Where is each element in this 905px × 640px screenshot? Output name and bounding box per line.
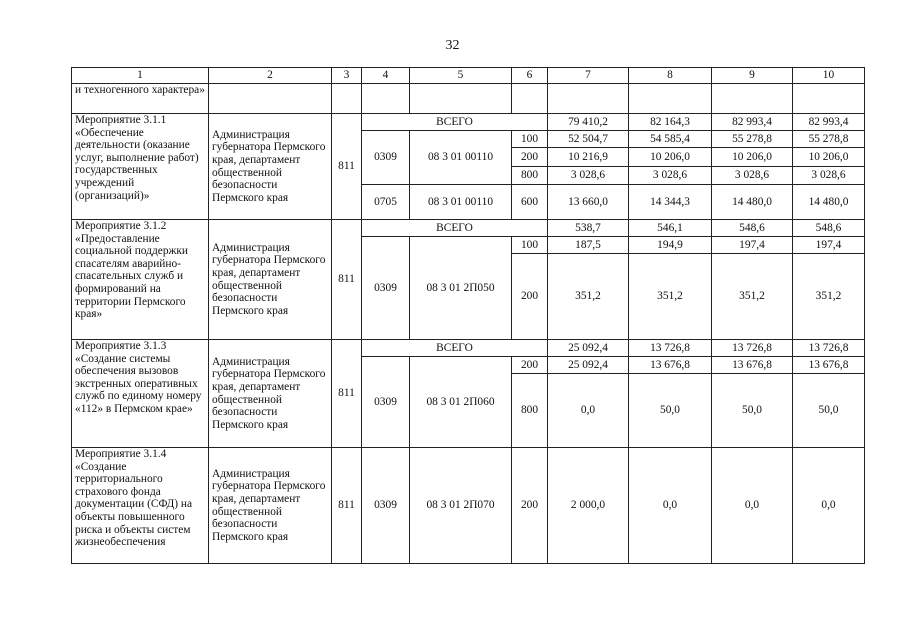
measure-name: Мероприятие 3.1.3 «Создание системы обеспечения вызовов экстренных оперативных служб по единому номеру «112» в Пермском крае» xyxy=(72,340,209,448)
grbs-code: 811 xyxy=(332,340,362,448)
grbs-code: 811 xyxy=(332,220,362,340)
total-value: 82 993,4 xyxy=(712,114,793,131)
col-header: 6 xyxy=(512,68,548,84)
value-cell: 13 676,8 xyxy=(712,357,793,374)
section-code: 0309 xyxy=(362,237,410,340)
value-cell: 3 028,6 xyxy=(548,167,629,185)
col-header: 4 xyxy=(362,68,410,84)
target-article: 08 3 01 2П070 xyxy=(410,448,512,564)
value-cell: 351,2 xyxy=(793,254,865,340)
section-code: 0309 xyxy=(362,357,410,448)
column-number-row xyxy=(72,68,865,84)
total-label: ВСЕГО xyxy=(362,340,548,357)
expense-type: 200 xyxy=(512,448,548,564)
expense-type: 800 xyxy=(512,374,548,448)
value-cell: 187,5 xyxy=(548,237,629,254)
expense-type: 600 xyxy=(512,185,548,220)
col-header: 7 xyxy=(548,68,629,84)
grbs-code: 811 xyxy=(332,114,362,220)
value-cell: 351,2 xyxy=(548,254,629,340)
executor: Администрация губернатора Пермского края, департамент общественной безопасности Пермского края xyxy=(209,220,332,340)
total-label: ВСЕГО xyxy=(362,114,548,131)
section-code: 0705 xyxy=(362,185,410,220)
grbs-code: 811 xyxy=(332,448,362,564)
expense-type: 800 xyxy=(512,167,548,185)
value-cell: 14 344,3 xyxy=(629,185,712,220)
value-cell: 351,2 xyxy=(712,254,793,340)
executor: Администрация губернатора Пермского края, департамент общественной безопасности Пермского края xyxy=(209,340,332,448)
total-value: 79 410,2 xyxy=(548,114,629,131)
value-cell: 13 676,8 xyxy=(793,357,865,374)
target-article: 08 3 01 00110 xyxy=(410,185,512,220)
total-value: 13 726,8 xyxy=(793,340,865,357)
expense-type: 200 xyxy=(512,148,548,167)
total-value: 25 092,4 xyxy=(548,340,629,357)
value-cell: 50,0 xyxy=(793,374,865,448)
value-cell: 10 206,0 xyxy=(629,148,712,167)
total-value: 546,1 xyxy=(629,220,712,237)
value-cell: 55 278,8 xyxy=(712,131,793,148)
col-header: 3 xyxy=(332,68,362,84)
col-header: 8 xyxy=(629,68,712,84)
table-row xyxy=(72,448,865,564)
total-value: 13 726,8 xyxy=(629,340,712,357)
measure-name: Мероприятие 3.1.2 «Предоставление социальной поддержки спасателям аварийно-спасательных служб и формирований на территории Пермского края» xyxy=(72,220,209,340)
target-article: 08 3 01 2П050 xyxy=(410,237,512,340)
continuation-row xyxy=(72,84,865,114)
value-cell: 194,9 xyxy=(629,237,712,254)
col-header: 2 xyxy=(209,68,332,84)
value-cell: 10 206,0 xyxy=(793,148,865,167)
value-cell: 14 480,0 xyxy=(793,185,865,220)
measure-total-row xyxy=(72,340,865,357)
value-cell: 197,4 xyxy=(712,237,793,254)
total-value: 548,6 xyxy=(712,220,793,237)
target-article: 08 3 01 2П060 xyxy=(410,357,512,448)
value-cell: 10 216,9 xyxy=(548,148,629,167)
target-article: 08 3 01 00110 xyxy=(410,131,512,185)
total-value: 82 993,4 xyxy=(793,114,865,131)
col-header: 9 xyxy=(712,68,793,84)
col-header: 5 xyxy=(410,68,512,84)
measure-name: Мероприятие 3.1.1 «Обеспечение деятельности (оказание услуг, выполнение работ) государственных учреждений (организаций)» xyxy=(72,114,209,220)
section-code: 0309 xyxy=(362,448,410,564)
col-header: 1 xyxy=(72,68,209,84)
value-cell: 13 676,8 xyxy=(629,357,712,374)
value-cell: 54 585,4 xyxy=(629,131,712,148)
expense-type: 100 xyxy=(512,237,548,254)
value-cell: 52 504,7 xyxy=(548,131,629,148)
measure-name: Мероприятие 3.1.4 «Создание территориального страхового фонда документации (СФД) на объекты повышенного риска и объекты систем жизнеобеспечения xyxy=(72,448,209,564)
value-cell: 3 028,6 xyxy=(793,167,865,185)
total-value: 13 726,8 xyxy=(712,340,793,357)
executor: Администрация губернатора Пермского края, департамент общественной безопасности Пермского края xyxy=(209,448,332,564)
page-number: 32 xyxy=(445,38,460,53)
measure-total-row xyxy=(72,114,865,131)
value-cell: 0,0 xyxy=(548,374,629,448)
expense-type: 200 xyxy=(512,357,548,374)
col-header: 10 xyxy=(793,68,865,84)
value-cell: 3 028,6 xyxy=(712,167,793,185)
measure-name: и техногенного характера» xyxy=(72,84,209,114)
total-value: 548,6 xyxy=(793,220,865,237)
value-cell: 50,0 xyxy=(629,374,712,448)
value-cell: 197,4 xyxy=(793,237,865,254)
total-label: ВСЕГО xyxy=(362,220,548,237)
value-cell: 351,2 xyxy=(629,254,712,340)
executor: Администрация губернатора Пермского края, департамент общественной безопасности Пермского края xyxy=(209,114,332,220)
total-value: 82 164,3 xyxy=(629,114,712,131)
total-value: 538,7 xyxy=(548,220,629,237)
value-cell: 14 480,0 xyxy=(712,185,793,220)
expense-type: 100 xyxy=(512,131,548,148)
value-cell: 55 278,8 xyxy=(793,131,865,148)
expense-type: 200 xyxy=(512,254,548,340)
value-cell: 50,0 xyxy=(712,374,793,448)
section-code: 0309 xyxy=(362,131,410,185)
value-cell: 13 660,0 xyxy=(548,185,629,220)
value-cell: 0,0 xyxy=(793,448,865,564)
value-cell: 0,0 xyxy=(712,448,793,564)
value-cell: 25 092,4 xyxy=(548,357,629,374)
value-cell: 2 000,0 xyxy=(548,448,629,564)
measure-total-row xyxy=(72,220,865,237)
budget-table xyxy=(71,67,865,564)
value-cell: 10 206,0 xyxy=(712,148,793,167)
value-cell: 0,0 xyxy=(629,448,712,564)
value-cell: 3 028,6 xyxy=(629,167,712,185)
